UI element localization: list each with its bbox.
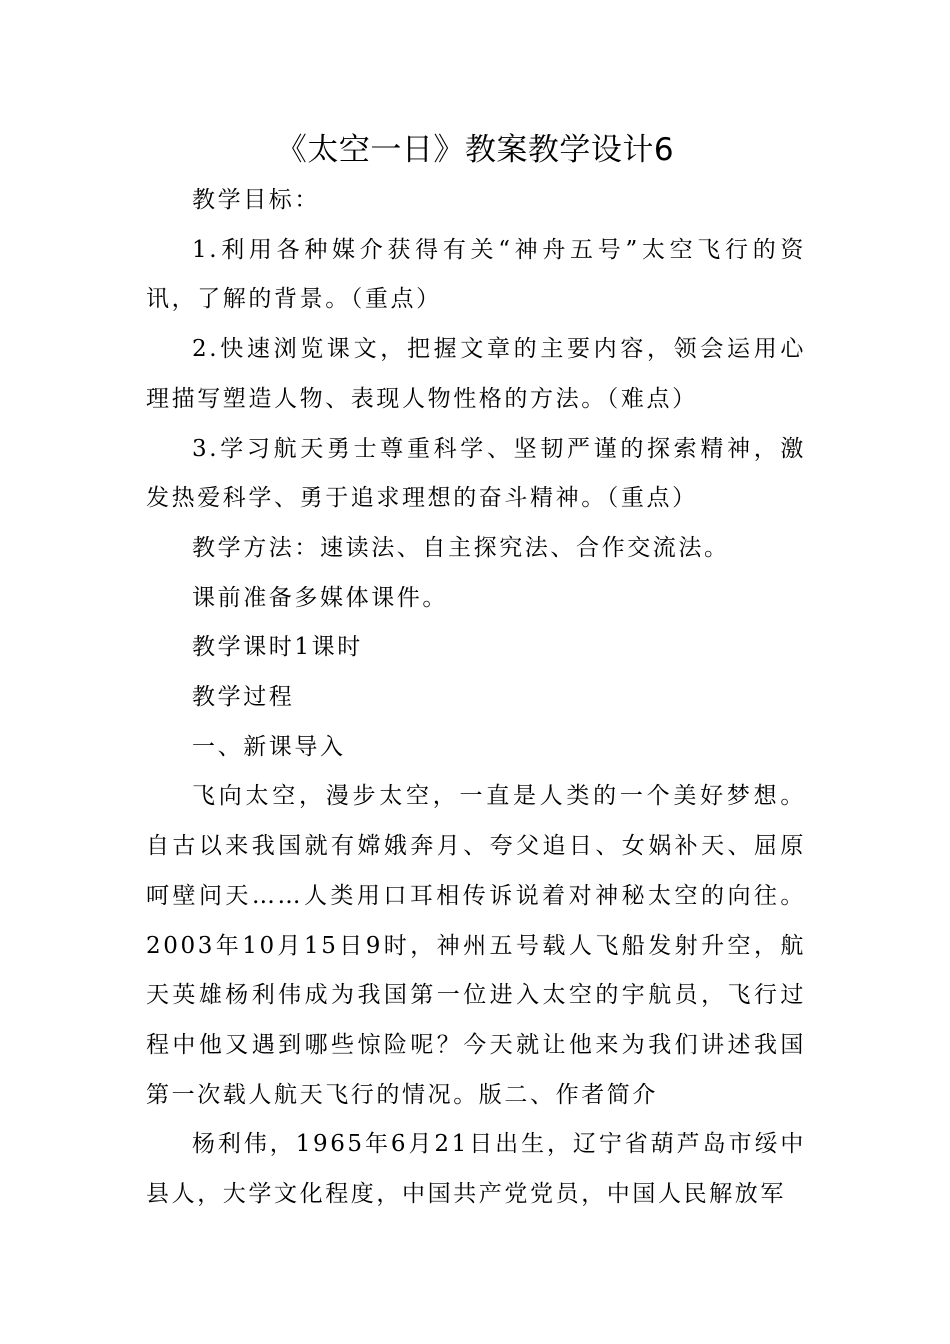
paragraph-objectives-heading: 教学目标： <box>192 187 320 213</box>
paragraph-objective-3: 3.学习航天勇士尊重科学、坚韧严谨的探索精神，激发热爱科学、勇于追求理想的奋斗精神。（重点） <box>146 435 806 512</box>
paragraph-process-heading: 教学过程 <box>192 684 295 711</box>
paragraph-teaching-methods: 教学方法：速读法、自主探究法、合作交流法。 <box>192 534 730 561</box>
paragraph-objective-2: 2.快速浏览课文，把握文章的主要内容，领会运用心理描写塑造人物、表现人物性格的方法。（难点） <box>146 336 806 412</box>
document-title: 《太空一日》教案教学设计6 <box>275 132 675 168</box>
paragraph-class-hours: 教学课时1课时 <box>192 634 363 661</box>
paragraph-objective-1: 1.利用各种媒介获得有关“神舟五号”太空飞行的资讯，了解的背景。（重点） <box>146 236 806 313</box>
paragraph-author-bio: 杨利伟，1965年6月21日出生，辽宁省葫芦岛市绥中县人，大学文化程度，中国共产党党员，中国人民解放军 <box>146 1131 806 1208</box>
document-body <box>146 176 806 1220</box>
paragraph-section-1-heading: 一、新课导入 <box>192 733 346 760</box>
paragraph-preparation: 课前准备多媒体课件。 <box>192 584 448 611</box>
paragraph-introduction: 飞向太空，漫步太空，一直是人类的一个美好梦想。自古以来我国就有嫦娥奔月、夸父追日、女娲补天、屈原呵壁问天……人类用口耳相传诉说着对神秘太空的向往。2003年10月15日9时，神州五号载人飞船发射升空，航天英雄杨利伟成为我国第一位进入太空的宇航员，飞行过程中他又遇到哪些惊险呢？今天就让他来为我们讲述我国第一次载人航天飞行的情况。版二、作者简介 <box>146 783 806 1108</box>
